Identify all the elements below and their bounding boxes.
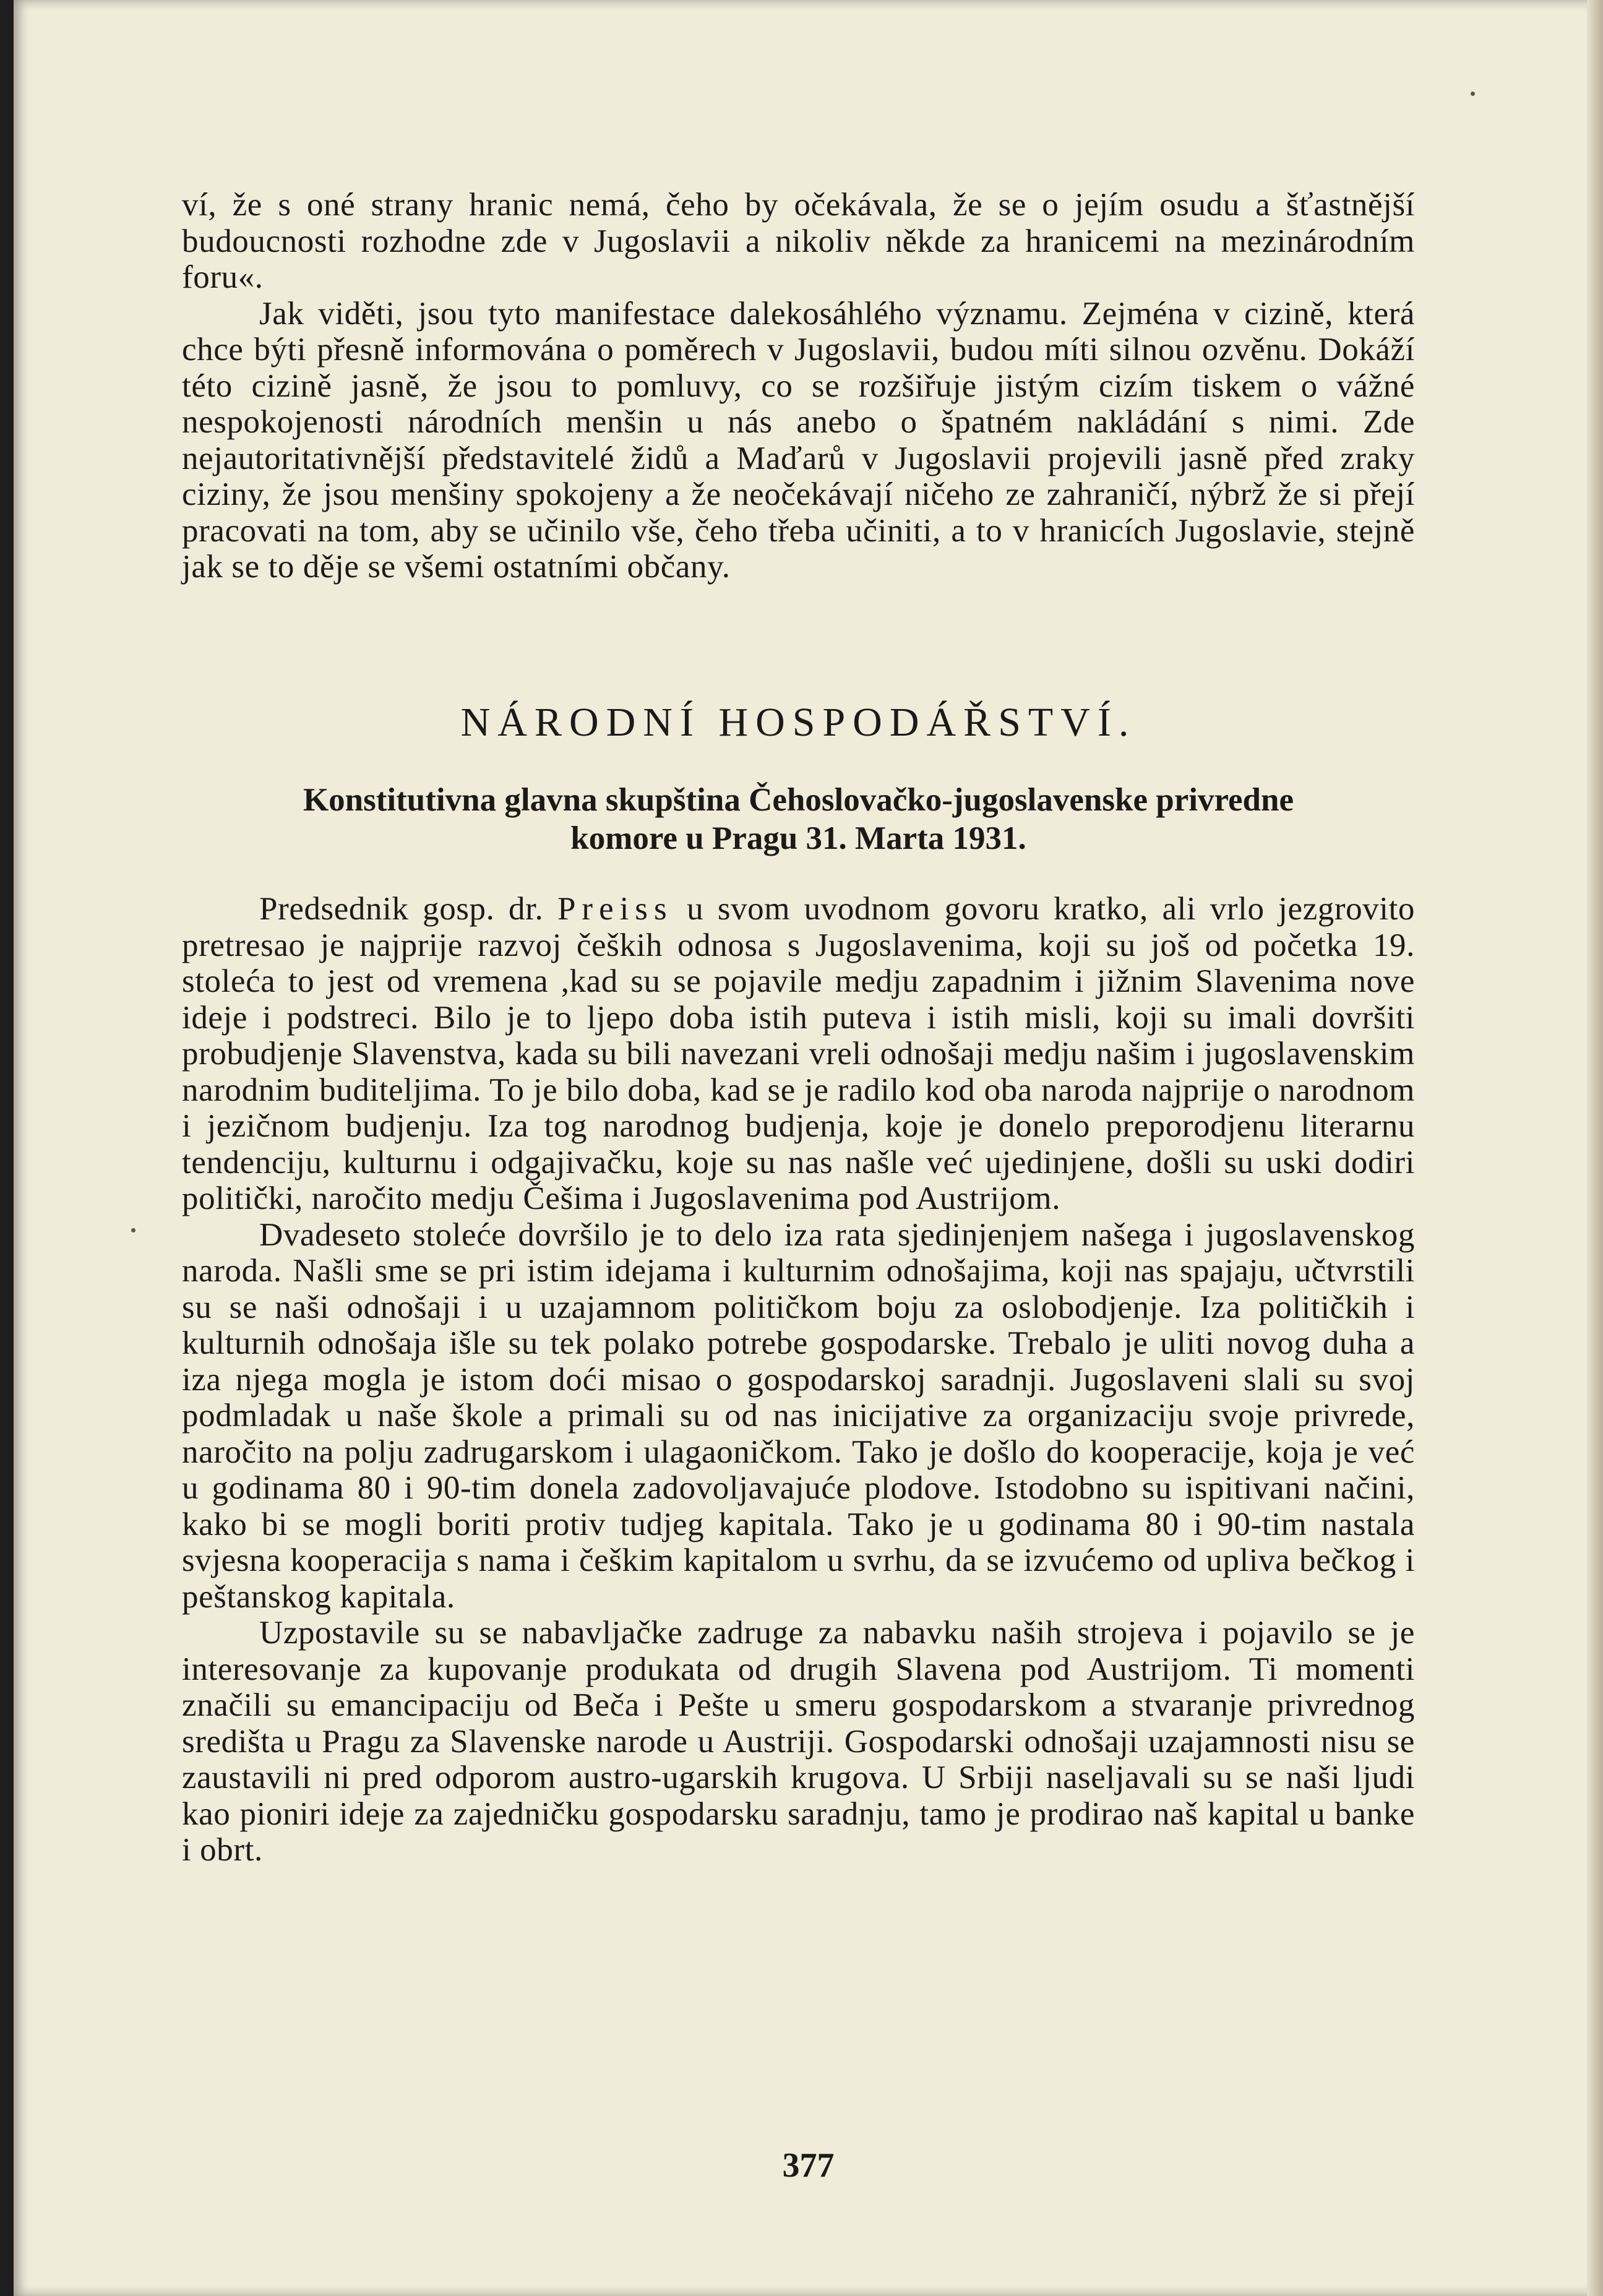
paragraph-cooperatives: Uzpostavile su se nabavljačke zadruge za nabavku naših strojeva i pojavilo se je interesovanje za kupovanje produkata od drugih Slavena pod Austrijom. Ti momenti značili su emancipaciju od Beča i Pešte u smeru gospodarskom a stvaranje privrednog središta u Pragu za Slavenske narode u Austriji. Gospodarski odnošaji uzajamnosti nisu se zaustavili ni pred odporom austro-ugarskih krugova. U Srbiji naseljavali su se naši ljudi kao pioniri ideje za zajedničku gospodarsku saradnju, tamo je prodirao naš kapital u banke i obrt. bbox=[182, 1615, 1415, 1868]
page-number: 377 bbox=[782, 2146, 835, 2185]
section-heading: NÁRODNÍ HOSPODÁŘSTVÍ. bbox=[460, 700, 1137, 745]
article-body bbox=[182, 891, 1415, 1868]
speech-intro: Predsednik gosp. dr. bbox=[259, 891, 544, 927]
paragraph-president-speech bbox=[182, 891, 1415, 1217]
paragraph-twentieth-century: Dvadeseto stoleće dovršilo je to delo iza rata sjedinjenjem našega i jugoslavenskog naroda. Našli sme se pri istim idejama i kulturnim odnošajima, koji nas spajaju, učtvrstili su se naši odnošaji i u uzajamnom političkom boju za oslobodjenje. Iza političkih i kulturnih odnošaja išle su tek polako potrebe gospodarske. Trebalo je uliti novog duha a iza njega mogla je istom doći misao o gospodarskoj saradnji. Jugoslaveni slali su svoj podmladak u naše škole a primali su od nas inicijative za organizaciju svoje privrede, naročito na polju zadrugarskom i ulagaoničkom. Tako je došlo do kooperacije, koja je već u godinama 80 i 90-tim donela zadovoljavajuće plodove. Istodobno su ispitivani načini, kako bi se mogli boriti protiv tudjeg kapitala. Tako je u godinama 80 i 90-tim nastala svjesna kooperacija s nama i češkim kapitalom u svrhu, da se izvućemo od upliva bečkog i peštanskog kapitala. bbox=[182, 1216, 1415, 1615]
paragraph-manifestations: Jak viděti, jsou tyto manifestace dalekosáhlého významu. Zejména v cizině, která chce býti přesně informována o poměrech v Jugoslavii, budou míti silnou ozvěnu. Dokáží této cizině jasně, že jsou to pomluvy, co se rozšiřuje jistým cizím tiskem o vážné nespokojenosti národních menšin u nás anebo o špatném nakládání s nimi. Zde nejautoritativnější představitelé židů a Maďarů v Jugoslavii projevili jasně před zraky ciziny, že jsou menšiny spokojeny a že neočekávají ničeho ze zahraničí, nýbrž že si přejí pracovati na tom, aby se učinilo vše, čeho třeba učiniti, a to v hranicích Jugoslavie, stejně jak se to děje se všemi ostatními občany. bbox=[182, 295, 1415, 585]
paper-speck bbox=[131, 1228, 135, 1232]
speaker-name: Preiss bbox=[557, 891, 673, 927]
speech-text: u svom uvodnom govoru kratko, ali vrlo jezgrovito pretresao je najprije razvoj čeških odnosa s Jugoslavenima, koji su još od početka 19. stoleća to jest od vremena ,kad su se pojavile medju zapadnim i jižnim Slavenima nove ideje i podstreci. Bilo je to ljepo doba istih puteva i istih misli, koji su imali dovršiti probudjenje Slavenstva, kada su bili navezani vreli odnošaji medju našim i jugoslavenskim narodnim buditeljima. To je bilo doba, kad se je radilo kod oba naroda najprije o narodnom i jezičnom budjenju. Iza tog narodnog budjenja, koje je donelo preporodjenu literarnu tendenciju, kulturnu i odgajivačku, koje su nas našle već ujedinjene, došli su uski dodiri politički, naročito medju Češima i Jugoslavenima pod Austrijom. bbox=[182, 891, 1416, 1216]
paper-speck bbox=[1471, 92, 1475, 96]
article-title bbox=[182, 781, 1415, 858]
paragraph-continued: ví, že s oné strany hranic nemá, čeho by očekávala, že se o jejím osudu a šťastnější budoucnosti rozhodne zde v Jugoslavii a nikoliv někde za hranicemi na mezinárodním foru«. bbox=[182, 187, 1415, 295]
article-title-line-2: komore u Pragu 31. Marta 1931. bbox=[570, 820, 1026, 856]
article-title-line-1: Konstitutivna glavna skupština Čehoslovačko-jugoslavenske privredne bbox=[303, 782, 1294, 818]
continued-text bbox=[182, 187, 1415, 585]
page-edge bbox=[1587, 0, 1603, 2296]
book-page bbox=[14, 0, 1603, 2296]
